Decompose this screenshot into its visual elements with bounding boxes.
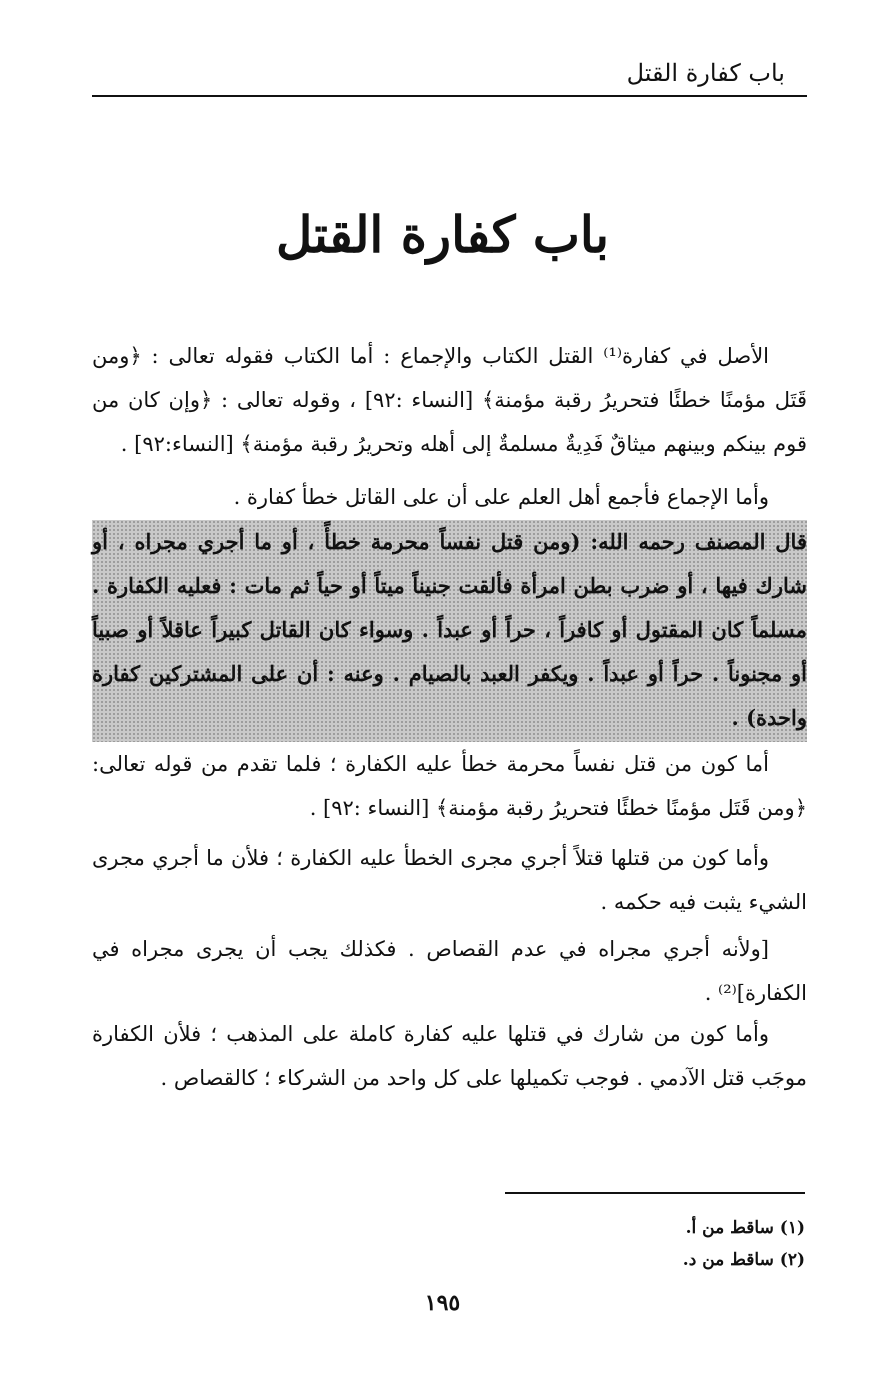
running-head: باب كفارة القتل xyxy=(626,59,785,87)
footnote-2: (٢) ساقط من د. xyxy=(682,1250,805,1270)
footnote-1: (١) ساقط من أ. xyxy=(685,1218,805,1238)
paragraph-ijma xyxy=(92,475,807,519)
paragraph-text: وأما الإجماع فأجمع أهل العلم على أن على القاتل خطأ كفارة . xyxy=(233,485,769,509)
matn-highlight-block xyxy=(92,520,807,742)
paragraph-text: الأصل في كفارة⁽¹⁾ القتل الكتاب والإجماع : أما الكتاب فقوله تعالى : ﴿ومن قَتَل مؤمنًا خطئًا فتحريرُ رقبة مؤمنة﴾ [النساء :٩٢] ، وقوله تعالى : ﴿وإن كان من قوم بينكم وبينهم ميثاقٌ فَدِيةٌ مسلمةٌ إلى أهله وتحريرُ رقبة مؤمنة﴾ [النساء:٩٢] . xyxy=(92,344,807,456)
footnote-rule xyxy=(505,1192,805,1194)
paragraph-intro xyxy=(92,334,807,466)
footnotes xyxy=(683,1212,805,1276)
paragraph-text: وأما كون من شارك في قتلها عليه كفارة كاملة على المذهب ؛ فلأن الكفارة موجَب قتل الآدمي . فوجب تكميلها على كل واحد من الشركاء ؛ كالقصاص . xyxy=(92,1022,807,1090)
paragraph-text: وأما كون من قتلها قتلاً أجري مجرى الخطأ عليه الكفارة ؛ فلأن ما أجري مجرى الشيء يثبت فيه حكمه . xyxy=(92,846,807,914)
matn-text: قال المصنف رحمه الله: (ومن قتل نفساً محرمة خطأً ، أو ما أجري مجراه ، أو شارك فيها ، أو ضرب بطن امرأة فألقت جنيناً ميتاً أو حياً ثم مات : فعليه الكفارة . مسلماً كان المقتول أو كافراً ، حراً أو عبداً . وسواء كان القاتل كبيراً عاقلاً أو صبياً أو مجنوناً . حراً أو عبداً . ويكفر العبد بالصيام . وعنه : أن على المشتركين كفارة واحدة) . xyxy=(92,529,807,730)
paragraph-commentary-4 xyxy=(92,1012,807,1100)
header-rule xyxy=(92,95,807,97)
paragraph-text: [ولأنه أجري مجراه في عدم القصاص . فكذلك يجب أن يجرى مجراه في الكفارة]⁽²⁾ . xyxy=(92,937,807,1005)
page-number: ١٩٥ xyxy=(424,1290,461,1316)
paragraph-text: أما كون من قتل نفساً محرمة خطأ عليه الكفارة ؛ فلما تقدم من قوله تعالى: ﴿ومن قَتَل مؤمنًا خطئًا فتحريرُ رقبة مؤمنة﴾ [النساء :٩٢] . xyxy=(92,752,807,820)
paragraph-commentary-3 xyxy=(92,927,807,1015)
paragraph-commentary-2 xyxy=(92,836,807,924)
paragraph-commentary-1 xyxy=(92,742,807,830)
chapter-title: باب كفارة القتل xyxy=(275,205,610,264)
